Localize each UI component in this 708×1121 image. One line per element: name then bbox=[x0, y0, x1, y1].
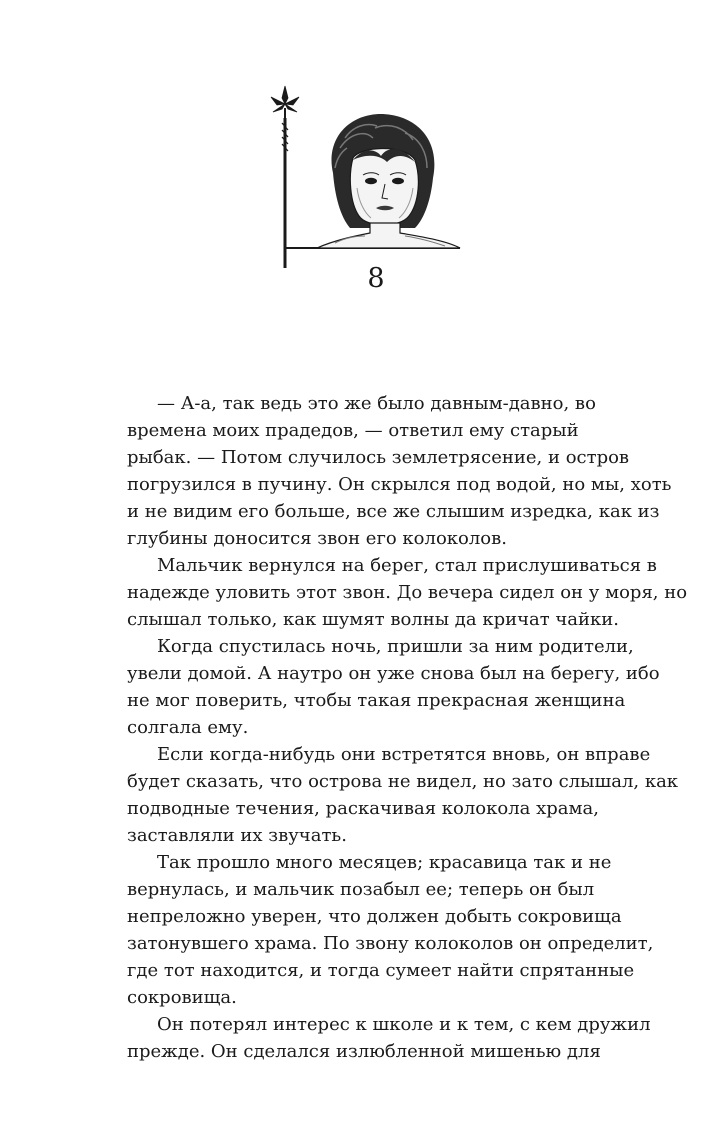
text-line: вернулась, и мальчик позабыл ее; теперь он был bbox=[127, 879, 595, 900]
text-line: заставляли их звучать. bbox=[127, 825, 347, 846]
body-text bbox=[127, 390, 688, 1065]
text-line: надежде уловить этот звон. До вечера сидел он у моря, но bbox=[127, 582, 688, 603]
text-line: сокровища. bbox=[127, 987, 237, 1008]
text-line: Если когда-нибудь они встретятся вновь, он вправе bbox=[157, 744, 651, 765]
text-line: рыбак. — Потом случилось землетрясение, и остров bbox=[127, 447, 630, 468]
text-line: увели домой. А наутро он уже снова был на берегу, ибо bbox=[127, 663, 660, 684]
text-line: — А-а, так ведь это же было давным-давно, во bbox=[157, 393, 596, 414]
text-line: Так прошло много месяцев; красавица так и не bbox=[157, 852, 612, 873]
text-line: времена моих прадедов, — ответил ему старый bbox=[127, 420, 579, 441]
text-line: погрузился в пучину. Он скрылся под водой, но мы, хоть bbox=[127, 474, 672, 495]
chapter-illustration bbox=[255, 78, 465, 273]
chapter-number: 8 bbox=[367, 263, 385, 294]
text-line: затонувшего храма. По звону колоколов он определит, bbox=[127, 933, 654, 954]
text-line: Когда спустилась ночь, пришли за ним родители, bbox=[157, 636, 634, 657]
text-line: подводные течения, раскачивая колокола храма, bbox=[127, 798, 599, 819]
flower-wand-icon bbox=[271, 86, 299, 268]
text-line: слышал только, как шумят волны да кричат чайки. bbox=[127, 609, 620, 630]
text-line: Он потерял интерес к школе и к тем, с кем дружил bbox=[157, 1014, 651, 1035]
text-line: глубины доносится звон его колоколов. bbox=[127, 528, 508, 549]
text-line: непреложно уверен, что должен добыть сокровища bbox=[127, 906, 622, 927]
text-line: и не видим его больше, все же слышим изредка, как из bbox=[127, 501, 660, 522]
text-line: будет сказать, что острова не видел, но зато слышал, как bbox=[127, 771, 679, 792]
text-line: прежде. Он сделался излюбленной мишенью для bbox=[127, 1041, 601, 1062]
text-line: где тот находится, и тогда сумеет найти спрятанные bbox=[127, 960, 635, 981]
text-line: Мальчик вернулся на берег, стал прислушиваться в bbox=[157, 555, 657, 576]
text-line: солгала ему. bbox=[127, 717, 249, 738]
text-line: не мог поверить, чтобы такая прекрасная женщина bbox=[127, 690, 626, 711]
child-portrait-icon bbox=[317, 114, 460, 248]
